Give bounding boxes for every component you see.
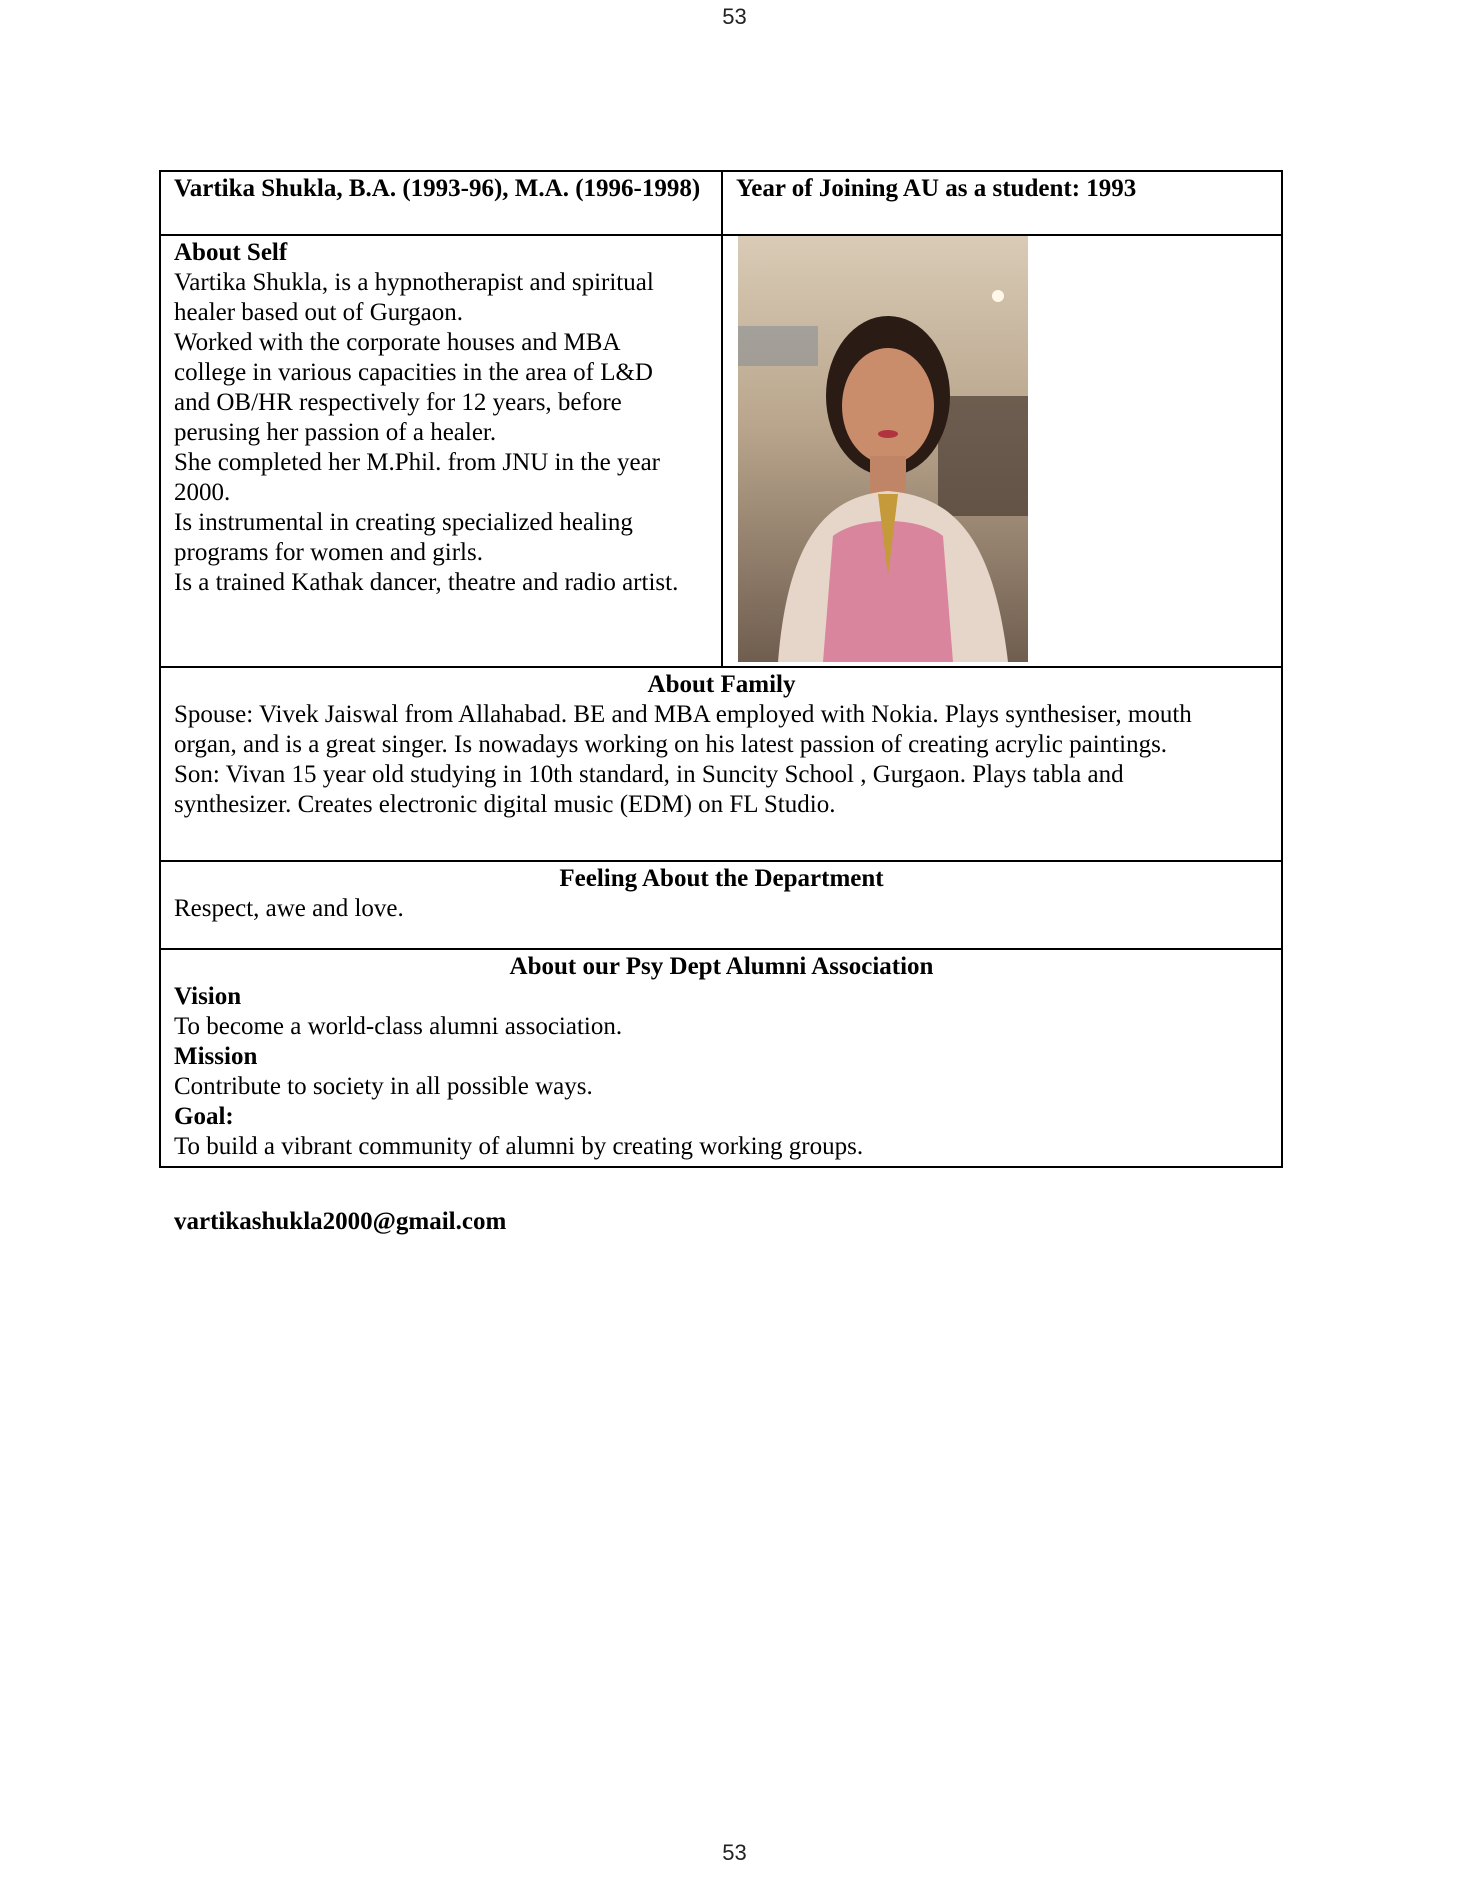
about-family-heading: About Family bbox=[647, 671, 796, 698]
about-self-line: 2000. bbox=[174, 479, 231, 506]
about-family-line: organ, and is a great singer. Is nowadays working on his latest passion of creating acrylic paintings. bbox=[174, 731, 1168, 758]
about-self-line: She completed her M.Phil. from JNU in the year bbox=[174, 449, 661, 476]
about-self-line: college in various capacities in the area of L&D bbox=[174, 359, 653, 386]
about-family-line: Spouse: Vivek Jaiswal from Allahabad. BE and MBA employed with Nokia. Plays synthesiser, mouth bbox=[174, 701, 1192, 728]
alumni-profile-table bbox=[159, 170, 1283, 1168]
vision-label: Vision bbox=[174, 983, 242, 1010]
about-self-cell bbox=[160, 235, 722, 667]
about-self-line: perusing her passion of a healer. bbox=[174, 419, 497, 446]
joining-cell bbox=[722, 171, 1282, 235]
about-self-line: Is a trained Kathak dancer, theatre and radio artist. bbox=[174, 569, 679, 596]
goal-text: To build a vibrant community of alumni by creating working groups. bbox=[174, 1133, 864, 1160]
association-cell bbox=[160, 949, 1282, 1167]
mission-text: Contribute to society in all possible ways. bbox=[174, 1073, 593, 1100]
joining-year: Year of Joining AU as a student: 1993 bbox=[736, 175, 1137, 202]
about-self-heading: About Self bbox=[174, 239, 288, 266]
page-number-bottom: 53 bbox=[722, 1840, 747, 1865]
portrait-photo bbox=[738, 236, 1028, 662]
about-self-line: Vartika Shukla, is a hypnotherapist and spiritual bbox=[174, 269, 654, 296]
feeling-heading: Feeling About the Department bbox=[559, 865, 884, 892]
vision-text: To become a world-class alumni association. bbox=[174, 1013, 623, 1040]
name-cell bbox=[160, 171, 722, 235]
about-self-line: programs for women and girls. bbox=[174, 539, 483, 566]
about-self-line: Is instrumental in creating specialized healing bbox=[174, 509, 633, 536]
about-family-line: synthesizer. Creates electronic digital music (EDM) on FL Studio. bbox=[174, 791, 836, 818]
email-address: vartikashukla2000@gmail.com bbox=[174, 1208, 507, 1235]
about-family-line: Son: Vivan 15 year old studying in 10th standard, in Suncity School , Gurgaon. Plays tabla and bbox=[174, 761, 1124, 788]
alumni-name: Vartika Shukla, B.A. (1993-96), M.A. (1996-1998) bbox=[174, 175, 701, 202]
about-family-cell bbox=[160, 667, 1282, 861]
feeling-text: Respect, awe and love. bbox=[174, 895, 404, 922]
association-heading: About our Psy Dept Alumni Association bbox=[509, 953, 934, 980]
about-self-line: and OB/HR respectively for 12 years, before bbox=[174, 389, 622, 416]
about-self-line: healer based out of Gurgaon. bbox=[174, 299, 464, 326]
photo-cell bbox=[722, 235, 1282, 667]
about-self-line: Worked with the corporate houses and MBA bbox=[174, 329, 621, 356]
feeling-cell bbox=[160, 861, 1282, 949]
goal-label: Goal: bbox=[174, 1103, 234, 1130]
page-number-top: 53 bbox=[722, 4, 747, 29]
mission-label: Mission bbox=[174, 1043, 258, 1070]
